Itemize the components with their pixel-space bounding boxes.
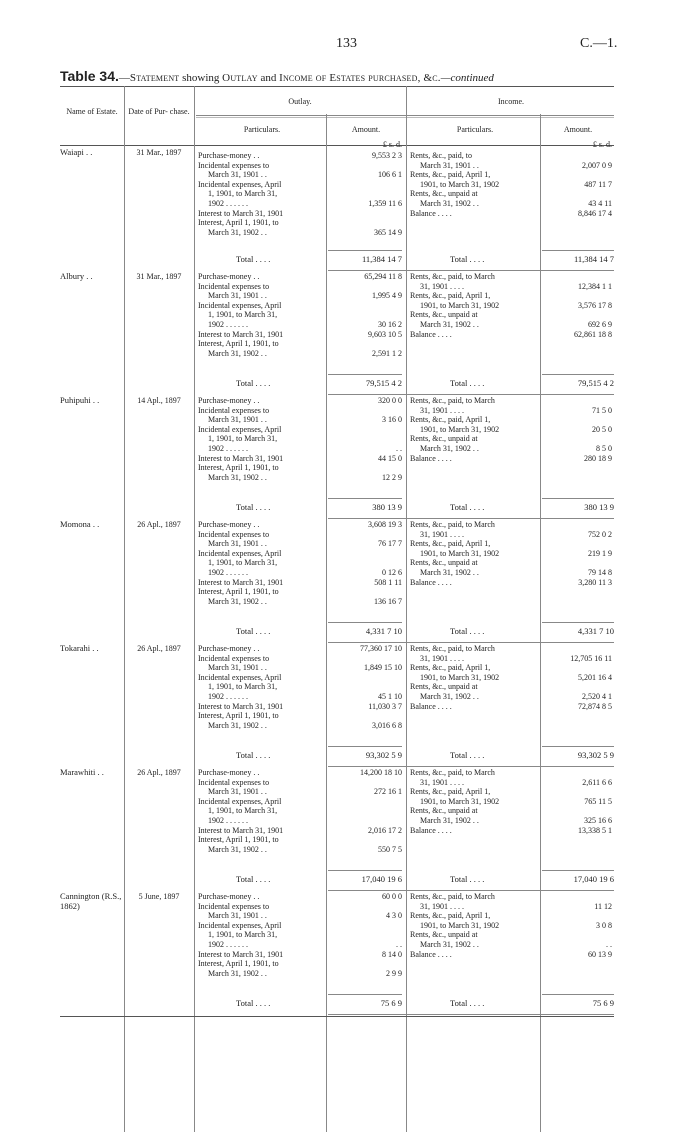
outlay-amount: 76 17 7 bbox=[378, 539, 402, 549]
outlay-amount: 3 16 0 bbox=[382, 415, 402, 425]
total-rule-outlay bbox=[328, 374, 402, 375]
document-reference: C.—1. bbox=[580, 36, 618, 51]
outlay-particular: March 31, 1902 . . bbox=[208, 968, 267, 978]
outlay-particular: 1, 1901, to March 31, bbox=[208, 806, 278, 816]
income-particular: March 31, 1902 . . bbox=[420, 940, 479, 949]
outlay-particular: Interest to March 31, 1901 bbox=[198, 701, 284, 711]
income-amount: 5,201 16 4 bbox=[578, 672, 612, 682]
header-income: Income. bbox=[498, 97, 524, 106]
outlay-amount: 4 3 0 bbox=[386, 911, 402, 921]
rule-date bbox=[194, 86, 195, 1132]
total-rule-outlay bbox=[328, 622, 402, 623]
outlay-particular: March 31, 1902 . . bbox=[208, 227, 267, 237]
income-amount: 79 14 8 bbox=[588, 568, 612, 577]
outlay-amount: 45 1 10 bbox=[378, 692, 402, 701]
estate-name: Tokarahi . . bbox=[60, 643, 99, 653]
income-particular: Rents, &c., unpaid at bbox=[410, 558, 478, 568]
block-separator bbox=[328, 766, 614, 767]
income-particular: 1901, to March 31, 1902 bbox=[420, 548, 500, 558]
income-particular: 31, 1901 . . . . bbox=[420, 529, 464, 539]
outlay-amount: 11,030 3 7 bbox=[368, 701, 402, 711]
outlay-particular: Interest, April 1, 1901, to bbox=[198, 587, 279, 597]
income-amount: 692 6 9 bbox=[588, 320, 612, 329]
outlay-particular: Interest to March 31, 1901 bbox=[198, 949, 284, 959]
outlay-particular: Incidental expenses to bbox=[198, 405, 270, 415]
lsd-outlay: £ s. d. bbox=[382, 140, 402, 149]
total-outlay: 93,302 5 9 bbox=[365, 750, 402, 760]
income-particular: March 31, 1902 . . bbox=[420, 816, 479, 825]
outlay-amount: . . bbox=[396, 940, 402, 949]
outlay-particular: Incidental expenses, April bbox=[198, 179, 282, 189]
income-particular: Rents, &c., unpaid at bbox=[410, 434, 478, 444]
income-particular: Balance . . . . bbox=[410, 208, 452, 218]
income-particular: Rents, &c., paid, April 1, bbox=[410, 787, 491, 797]
block-separator bbox=[328, 890, 614, 891]
total-rule-outlay bbox=[328, 498, 402, 499]
income-amount: 11 12 bbox=[594, 901, 612, 911]
table-bottom-rule bbox=[60, 1016, 614, 1017]
outlay-particular: 1, 1901, to March 31, bbox=[208, 434, 278, 444]
total-rule-income bbox=[542, 994, 614, 995]
outlay-particular: Purchase-money . . bbox=[198, 272, 260, 281]
total-income: 4,331 7 10 bbox=[577, 626, 614, 636]
outlay-particular: 1902 . . . . . . bbox=[208, 568, 248, 577]
outlay-amount: 2 9 9 bbox=[386, 968, 402, 978]
income-particular: 1901, to March 31, 1902 bbox=[420, 672, 500, 682]
estate-name: Marawhiti . . bbox=[60, 767, 104, 777]
outlay-particular: 1, 1901, to March 31, bbox=[208, 558, 278, 568]
estate-name: Albury . . bbox=[60, 271, 93, 281]
income-particular: 1901, to March 31, 1902 bbox=[420, 300, 500, 310]
income-particular: Rents, &c., paid, April 1, bbox=[410, 663, 491, 673]
income-amount: 3 0 8 bbox=[596, 920, 612, 930]
purchase-date: 31 Mar., 1897 bbox=[136, 148, 182, 157]
total-rule-outlay bbox=[328, 250, 402, 251]
income-particular: 31, 1901 . . . . bbox=[420, 777, 464, 787]
outlay-particular: March 31, 1901 . . bbox=[208, 415, 267, 425]
income-amount: 8,846 17 4 bbox=[578, 208, 612, 218]
outlay-amount: 550 7 5 bbox=[378, 844, 402, 854]
income-amount: 487 11 7 bbox=[584, 179, 612, 189]
outlay-particular: Interest, April 1, 1901, to bbox=[198, 711, 279, 721]
outlay-particular: Purchase-money . . bbox=[198, 644, 260, 653]
total-label-outlay: Total . . . . bbox=[236, 626, 271, 636]
income-amount: 2,611 6 6 bbox=[582, 777, 612, 787]
outlay-amount: 2,016 17 2 bbox=[368, 825, 402, 835]
income-particular: 31, 1901 . . . . bbox=[420, 281, 464, 291]
outlay-particular: Incidental expenses to bbox=[198, 160, 270, 170]
income-particular: Rents, &c., paid, to March bbox=[410, 892, 495, 901]
outlay-particular: 1902 . . . . . . bbox=[208, 692, 248, 701]
purchase-date: 14 Apl., 1897 bbox=[137, 396, 181, 405]
income-amount: 43 4 11 bbox=[588, 199, 612, 208]
purchase-date: 26 Apl., 1897 bbox=[137, 768, 181, 777]
outlay-amount: 9,603 10 5 bbox=[368, 329, 402, 339]
purchase-date: 26 Apl., 1897 bbox=[137, 644, 181, 653]
outlay-particular: Incidental expenses to bbox=[198, 653, 270, 663]
income-particular: March 31, 1902 . . bbox=[420, 320, 479, 329]
total-outlay: 380 13 9 bbox=[372, 502, 402, 512]
block-separator bbox=[328, 642, 614, 643]
income-particular: Rents, &c., unpaid at bbox=[410, 189, 478, 199]
outlay-particular: Interest to March 31, 1901 bbox=[198, 825, 284, 835]
outlay-amount: 14,200 18 10 bbox=[360, 768, 402, 777]
block-separator bbox=[328, 394, 614, 395]
outlay-particular: March 31, 1902 . . bbox=[208, 596, 267, 606]
income-amount: 765 11 5 bbox=[584, 796, 612, 806]
outlay-amount: 1,359 11 6 bbox=[368, 199, 402, 208]
outlay-particular: Purchase-money . . bbox=[198, 396, 260, 405]
total-rule-income bbox=[542, 250, 614, 251]
income-particular: Rents, &c., paid, April 1, bbox=[410, 415, 491, 425]
income-particular: Balance . . . . bbox=[410, 453, 452, 463]
rule-outlay-amount bbox=[326, 114, 327, 1132]
total-outlay: 79,515 4 2 bbox=[365, 378, 402, 388]
purchase-date: 5 June, 1897 bbox=[138, 892, 180, 901]
outlay-particular: Interest, April 1, 1901, to bbox=[198, 339, 279, 349]
outlay-particular: Incidental expenses, April bbox=[198, 796, 282, 806]
outlay-amount: 3,016 6 8 bbox=[372, 720, 402, 730]
outlay-particular: Interest to March 31, 1901 bbox=[198, 577, 284, 587]
income-particular: Balance . . . . bbox=[410, 701, 452, 711]
income-amount: 280 18 9 bbox=[584, 453, 612, 463]
header-outlay-amount: Amount. bbox=[351, 125, 381, 134]
outlay-particular: Incidental expenses, April bbox=[198, 548, 282, 558]
rule-name bbox=[124, 86, 125, 1132]
outlay-particular: 1, 1901, to March 31, bbox=[208, 310, 278, 320]
total-label-outlay: Total . . . . bbox=[236, 502, 271, 512]
outlay-particular: March 31, 1901 . . bbox=[208, 170, 267, 180]
outlay-particular: Purchase-money . . bbox=[198, 892, 260, 901]
outlay-particular: Interest, April 1, 1901, to bbox=[198, 959, 279, 969]
page-header bbox=[0, 36, 700, 56]
income-particular: Rents, &c., paid, to March bbox=[410, 644, 495, 653]
outlay-particular: Incidental expenses to bbox=[198, 901, 270, 911]
income-particular: Balance . . . . bbox=[410, 825, 452, 835]
outlay-particular: Incidental expenses, April bbox=[198, 424, 282, 434]
outlay-amount: 60 0 0 bbox=[382, 892, 402, 901]
income-particular: Rents, &c., paid, to March bbox=[410, 520, 495, 529]
outlay-amount: 30 16 2 bbox=[378, 320, 402, 329]
income-particular: Rents, &c., paid, April 1, bbox=[410, 911, 491, 921]
outlay-amount: 508 1 11 bbox=[374, 577, 402, 587]
outlay-amount: 0 12 6 bbox=[382, 568, 402, 577]
outlay-amount: 1,995 4 9 bbox=[372, 291, 402, 301]
page-number: 133 bbox=[336, 36, 357, 51]
outlay-particular: Incidental expenses, April bbox=[198, 920, 282, 930]
income-particular: 1901, to March 31, 1902 bbox=[420, 920, 500, 930]
total-label-outlay: Total . . . . bbox=[236, 874, 271, 884]
outlay-particular: March 31, 1901 . . bbox=[208, 911, 267, 921]
income-particular: Rents, &c., unpaid at bbox=[410, 682, 478, 692]
income-particular: 1901, to March 31, 1902 bbox=[420, 424, 500, 434]
total-rule-income bbox=[542, 870, 614, 871]
rule-outlay-income bbox=[406, 86, 407, 1132]
income-particular: Rents, &c., unpaid at bbox=[410, 930, 478, 940]
total-outlay: 4,331 7 10 bbox=[365, 626, 402, 636]
header-outlay-particulars: Particulars. bbox=[243, 125, 281, 134]
table-number: Table 34. bbox=[60, 68, 119, 84]
outlay-particular: 1902 . . . . . . bbox=[208, 940, 248, 949]
income-amount: 8 5 0 bbox=[596, 444, 612, 453]
outlay-amount: 77,360 17 10 bbox=[360, 644, 402, 653]
total-rule-income bbox=[542, 622, 614, 623]
outlay-particular: March 31, 1902 . . bbox=[208, 472, 267, 482]
total-label-income: Total . . . . bbox=[450, 378, 485, 388]
outlay-particular: March 31, 1902 . . bbox=[208, 348, 267, 358]
outlay-amount: 272 16 1 bbox=[374, 787, 402, 797]
outlay-particular: Interest to March 31, 1901 bbox=[198, 329, 284, 339]
outlay-particular: March 31, 1902 . . bbox=[208, 720, 267, 730]
outlay-particular: March 31, 1901 . . bbox=[208, 291, 267, 301]
outlay-particular: Incidental expenses, April bbox=[198, 300, 282, 310]
outlay-amount: 65,294 11 8 bbox=[364, 272, 402, 281]
estate-name: Waiapi . . bbox=[60, 147, 93, 157]
total-rule-outlay bbox=[328, 870, 402, 871]
outlay-particular: Interest, April 1, 1901, to bbox=[198, 218, 279, 228]
income-particular: March 31, 1902 . . bbox=[420, 444, 479, 453]
total-label-income: Total . . . . bbox=[450, 254, 485, 264]
income-amount: 752 0 2 bbox=[588, 529, 612, 539]
income-particular: 31, 1901 . . . . bbox=[420, 405, 464, 415]
outlay-particular: March 31, 1901 . . bbox=[208, 539, 267, 549]
outlay-particular: Incidental expenses to bbox=[198, 281, 270, 291]
outlay-particular: 1, 1901, to March 31, bbox=[208, 189, 278, 199]
income-particular: March 31, 1902 . . bbox=[420, 692, 479, 701]
income-particular: Rents, &c., paid, to March bbox=[410, 396, 495, 405]
outlay-particular: Purchase-money . . bbox=[198, 151, 260, 160]
total-income: 93,302 5 9 bbox=[577, 750, 614, 760]
header-name-of-estate: Name of Estate. bbox=[66, 107, 118, 116]
income-amount: 3,280 11 3 bbox=[578, 577, 612, 587]
income-particular: Rents, &c., paid, April 1, bbox=[410, 539, 491, 549]
outlay-amount: . . bbox=[396, 444, 402, 453]
income-particular: Rents, &c., paid, to March bbox=[410, 272, 495, 281]
income-particular: March 31, 1901 . . bbox=[420, 160, 479, 170]
total-label-income: Total . . . . bbox=[450, 998, 485, 1008]
total-outlay: 17,040 19 6 bbox=[361, 874, 402, 884]
total-label-outlay: Total . . . . bbox=[236, 378, 271, 388]
income-amount: 60 13 9 bbox=[588, 949, 612, 959]
total-rule-income bbox=[542, 374, 614, 375]
income-particular: Rents, &c., paid, April 1, bbox=[410, 291, 491, 301]
total-label-outlay: Total . . . . bbox=[236, 998, 271, 1008]
total-income: 11,384 14 7 bbox=[573, 254, 614, 264]
outlay-amount: 8 14 0 bbox=[382, 949, 402, 959]
income-amount: 2,520 4 1 bbox=[582, 692, 612, 701]
header-income-amount: Amount. bbox=[563, 125, 593, 134]
outlay-particular: Incidental expenses, April bbox=[198, 672, 282, 682]
table-header bbox=[60, 86, 614, 146]
income-particular: March 31, 1902 . . bbox=[420, 199, 479, 208]
outlay-particular: Incidental expenses to bbox=[198, 777, 270, 787]
outlay-amount: 12 2 9 bbox=[382, 472, 402, 482]
total-rule-income bbox=[542, 746, 614, 747]
income-particular: 31, 1901 . . . . bbox=[420, 901, 464, 911]
income-particular: Rents, &c., paid, to bbox=[410, 151, 472, 160]
income-particular: March 31, 1902 . . bbox=[420, 568, 479, 577]
total-label-income: Total . . . . bbox=[450, 874, 485, 884]
total-label-outlay: Total . . . . bbox=[236, 254, 271, 264]
income-particular: Balance . . . . bbox=[410, 577, 452, 587]
outlay-particular: 1902 . . . . . . bbox=[208, 816, 248, 825]
outlay-particular: 1, 1901, to March 31, bbox=[208, 682, 278, 692]
outlay-particular: March 31, 1901 . . bbox=[208, 663, 267, 673]
header-date-of-purchase: Date of Pur- chase. bbox=[128, 107, 190, 116]
total-label-income: Total . . . . bbox=[450, 502, 485, 512]
header-income-particulars: Particulars. bbox=[456, 125, 494, 134]
income-amount: 71 5 0 bbox=[592, 405, 612, 415]
outlay-amount: 136 16 7 bbox=[374, 596, 402, 606]
total-rule-outlay bbox=[328, 746, 402, 747]
income-amount: 325 16 6 bbox=[584, 816, 612, 825]
income-particular: Rents, &c., unpaid at bbox=[410, 310, 478, 320]
outlay-particular: March 31, 1901 . . bbox=[208, 787, 267, 797]
income-amount: 72,874 8 5 bbox=[578, 701, 612, 711]
outlay-particular: 1902 . . . . . . bbox=[208, 320, 248, 329]
header-outlay: Outlay. bbox=[288, 97, 312, 106]
outlay-amount: 320 0 0 bbox=[378, 396, 402, 405]
outlay-particular: 1, 1901, to March 31, bbox=[208, 930, 278, 940]
outlay-particular: Interest to March 31, 1901 bbox=[198, 208, 284, 218]
rule-income-amount bbox=[540, 114, 541, 1132]
total-rule-income bbox=[542, 498, 614, 499]
table-caption: Table 34.—Statement showing Outlay and Income of Estates purchased, &c.—continued bbox=[60, 68, 494, 84]
outlay-amount: 1,849 15 10 bbox=[364, 663, 402, 673]
estate-name: Momona . . bbox=[60, 519, 100, 529]
outlay-particular: Interest to March 31, 1901 bbox=[198, 453, 284, 463]
total-income: 79,515 4 2 bbox=[577, 378, 614, 388]
income-amount: 2,007 0 9 bbox=[582, 160, 612, 170]
income-particular: Balance . . . . bbox=[410, 329, 452, 339]
block-separator bbox=[328, 518, 614, 519]
outlay-amount: 2,591 1 2 bbox=[372, 348, 402, 358]
estate-name: Puhipuhi . . bbox=[60, 395, 100, 405]
outlay-particular: March 31, 1902 . . bbox=[208, 844, 267, 854]
lsd-income: £ s. d. bbox=[592, 140, 612, 149]
income-amount: 20 5 0 bbox=[592, 424, 612, 434]
purchase-date: 26 Apl., 1897 bbox=[137, 520, 181, 529]
outlay-particular: 1902 . . . . . . bbox=[208, 444, 248, 453]
income-amount: . . bbox=[606, 940, 612, 949]
income-amount: 12,384 1 1 bbox=[578, 281, 612, 291]
income-particular: 31, 1901 . . . . bbox=[420, 653, 464, 663]
income-particular: Rents, &c., paid, April 1, bbox=[410, 170, 491, 180]
total-income: 380 13 9 bbox=[584, 502, 614, 512]
outlay-particular: Incidental expenses to bbox=[198, 529, 270, 539]
purchase-date: 31 Mar., 1897 bbox=[136, 272, 182, 281]
total-income: 17,040 19 6 bbox=[573, 874, 614, 884]
block-separator bbox=[328, 1014, 614, 1015]
total-rule-outlay bbox=[328, 994, 402, 995]
total-outlay: 75 6 9 bbox=[380, 998, 402, 1008]
total-label-outlay: Total . . . . bbox=[236, 750, 271, 760]
total-label-income: Total . . . . bbox=[450, 750, 485, 760]
outlay-amount: 106 6 1 bbox=[378, 170, 402, 180]
income-particular: 1901, to March 31, 1902 bbox=[420, 796, 500, 806]
outlay-particular: Purchase-money . . bbox=[198, 520, 260, 529]
estate-name: Cannington (R.S., 1862) bbox=[60, 891, 122, 911]
outlay-amount: 44 15 0 bbox=[378, 453, 402, 463]
block-separator bbox=[328, 270, 614, 271]
total-label-income: Total . . . . bbox=[450, 626, 485, 636]
income-amount: 219 1 9 bbox=[588, 548, 612, 558]
income-amount: 3,576 17 8 bbox=[578, 300, 612, 310]
income-amount: 13,338 5 1 bbox=[578, 825, 612, 835]
outlay-amount: 9,553 2 3 bbox=[372, 151, 402, 160]
income-particular: Rents, &c., paid, to March bbox=[410, 768, 495, 777]
income-particular: Rents, &c., unpaid at bbox=[410, 806, 478, 816]
outlay-amount: 3,608 19 3 bbox=[368, 520, 402, 529]
income-amount: 62,861 18 8 bbox=[574, 329, 612, 339]
outlay-amount: 365 14 9 bbox=[374, 227, 402, 237]
outlay-particular: Interest, April 1, 1901, to bbox=[198, 463, 279, 473]
outlay-particular: Purchase-money . . bbox=[198, 768, 260, 777]
outlay-particular: Interest, April 1, 1901, to bbox=[198, 835, 279, 845]
income-particular: Balance . . . . bbox=[410, 949, 452, 959]
total-outlay: 11,384 14 7 bbox=[361, 254, 402, 264]
outlay-particular: 1902 . . . . . . bbox=[208, 199, 248, 208]
total-income: 75 6 9 bbox=[592, 998, 614, 1008]
income-particular: 1901, to March 31, 1902 bbox=[420, 179, 500, 189]
income-amount: 12,705 16 11 bbox=[570, 653, 612, 663]
